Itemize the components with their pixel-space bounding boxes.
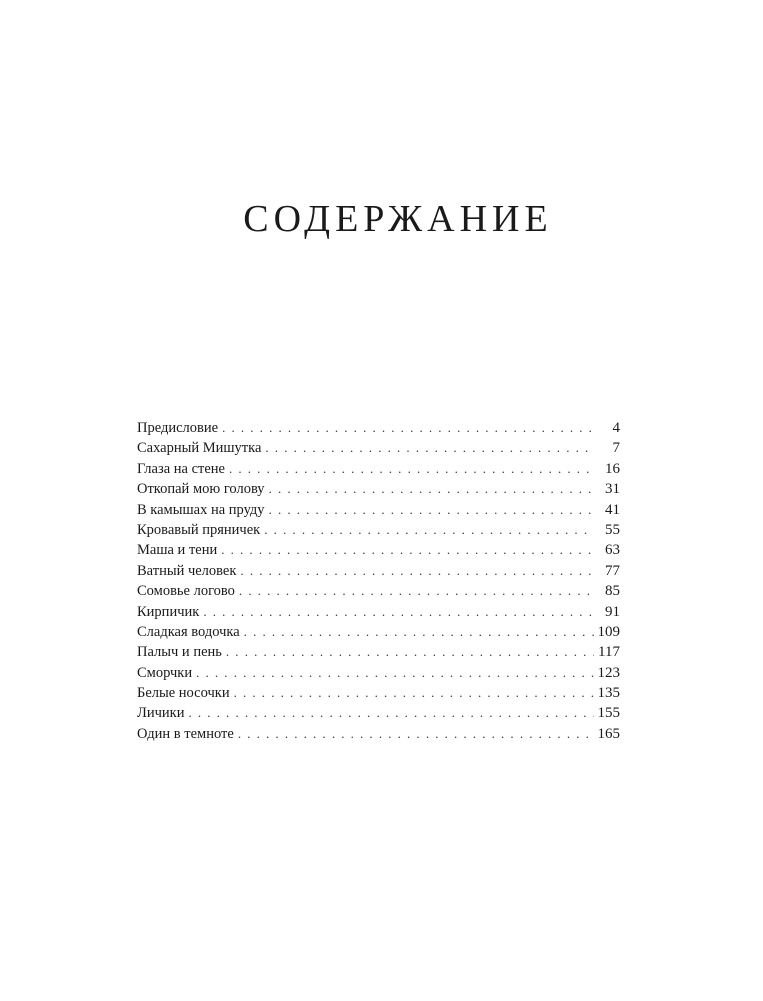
toc-entry-page-number: 63: [605, 542, 620, 559]
toc-entry: [137, 561, 620, 581]
toc-entry-title: Маша и тени: [137, 542, 218, 559]
toc-entry-page-number: 7: [612, 440, 620, 457]
toc-entry: [137, 500, 620, 520]
toc-entry-title: Палыч и пень: [137, 644, 222, 661]
toc-entry-page-number: 41: [605, 501, 620, 518]
toc-entry-title: Сморчки: [137, 664, 193, 681]
toc-entry: [137, 438, 620, 458]
dot-leader: [269, 500, 594, 520]
toc-entry-page-number: 135: [597, 685, 620, 702]
toc-entry: [137, 703, 620, 723]
dot-leader: [264, 520, 594, 540]
toc-entry: [137, 459, 620, 479]
dot-leader: [240, 561, 594, 581]
toc-entry: [137, 683, 620, 703]
toc-entry-page-number: 16: [605, 460, 620, 477]
toc-entry-page-number: 91: [605, 603, 620, 620]
toc-entry-title: Глаза на стене: [137, 460, 225, 477]
toc-entry-title: Сахарный Мишутка: [137, 440, 262, 457]
dot-leader: [221, 540, 594, 560]
table-of-contents: [137, 418, 620, 744]
toc-entry-title: Кирпичик: [137, 603, 200, 620]
toc-entry: [137, 602, 620, 622]
dot-leader: [234, 683, 594, 703]
page-title: СОДЕРЖАНИЕ: [243, 198, 553, 240]
toc-entry-title: Предисловие: [137, 420, 219, 436]
toc-entry-page-number: 4: [612, 420, 620, 436]
toc-entry: [137, 540, 620, 560]
dot-leader: [269, 479, 594, 499]
dot-leader: [226, 642, 594, 662]
toc-entry: [137, 663, 620, 683]
dot-leader: [265, 438, 594, 458]
dot-leader: [188, 703, 594, 723]
toc-entry: [137, 479, 620, 499]
toc-entry-title: Личики: [137, 705, 185, 722]
toc-entry: [137, 724, 620, 744]
toc-entry-page-number: 55: [605, 521, 620, 538]
toc-entry: [137, 622, 620, 642]
dot-leader: [222, 418, 594, 438]
toc-entry-page-number: 155: [597, 705, 620, 722]
toc-entry-title: В камышах на пруду: [137, 501, 265, 518]
toc-entry-page-number: 165: [597, 725, 620, 742]
toc-entry-title: Один в темноте: [137, 725, 234, 742]
toc-entry-page-number: 85: [605, 583, 620, 600]
toc-entry-page-number: 117: [598, 644, 620, 661]
toc-entry-title: Кровавый пряничек: [137, 521, 261, 538]
toc-entry-page-number: 77: [605, 562, 620, 579]
toc-entry-title: Белые носочки: [137, 685, 230, 702]
toc-entry: [137, 520, 620, 540]
toc-entry: [137, 418, 620, 438]
toc-entry: [137, 642, 620, 662]
toc-entry-title: Сомовье логово: [137, 583, 235, 600]
toc-entry-title: Откопай мою голову: [137, 481, 265, 498]
dot-leader: [229, 459, 594, 479]
toc-entry-title: Ватный человек: [137, 562, 237, 579]
dot-leader: [203, 602, 594, 622]
toc-entry-page-number: 123: [597, 664, 620, 681]
dot-leader: [244, 622, 594, 642]
dot-leader: [196, 663, 594, 683]
toc-entry-page-number: 109: [597, 623, 620, 640]
toc-entry: [137, 581, 620, 601]
toc-entry-page-number: 31: [605, 481, 620, 498]
dot-leader: [238, 724, 594, 744]
dot-leader: [239, 581, 594, 601]
toc-entry-title: Сладкая водочка: [137, 623, 240, 640]
